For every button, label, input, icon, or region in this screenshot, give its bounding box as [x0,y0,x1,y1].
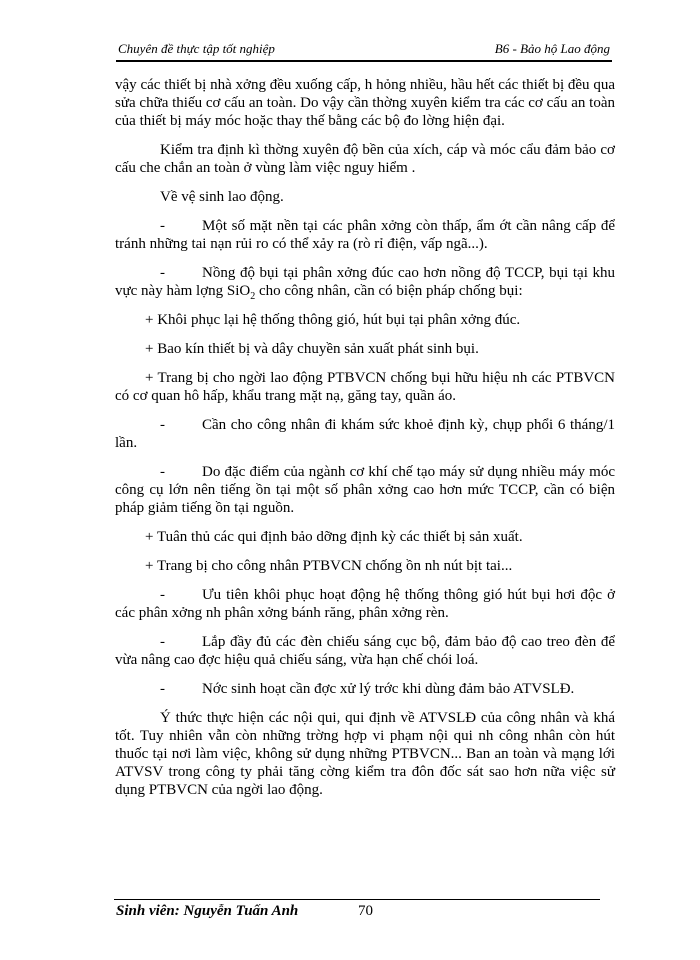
plus-item: + Trang bị cho ngời lao động PTBVCN chống bụi hữu hiệu nh các PTBVCN có cơ quan hô hấp, khẩu trang mặt nạ, găng tay, quần áo. [115,370,615,404]
dash-item [115,463,615,517]
dash-bullet: - [160,464,165,480]
dash-bullet: - [160,587,165,603]
dash-bullet: - [160,417,165,433]
paragraph: Kiểm tra định kì thờng xuyên độ bền của xích, cáp và móc cẩu đảm bảo cơ cấu che chắn an toàn ở vùng làm việc nguy hiểm . [115,142,615,176]
dash-bullet: - [160,634,165,650]
dash-item-text: Nớc sinh hoạt cần đợc xử lý trớc khi dùng đảm bảo ATVSLĐ. [202,681,575,697]
student-name: Sinh viên: Nguyễn Tuấn Anh [116,903,299,919]
dash-item-text: Do đặc điểm của ngành cơ khí chế tạo máy sử dụng nhiều máy móc công cụ lớn nên tiếng ồn tại một số phân xởng cao hơn mức TCCP, cần có biện pháp giảm tiếng ồn tại nguồn. [115,464,615,516]
page-header [116,36,612,62]
paragraph: Ý thức thực hiện các nội qui, qui định về ATVSLĐ của công nhân và khá tốt. Tuy nhiên vẫn còn những trờng hợp vi phạm nội qui nh công nhân còn hút thuốc tại nơi làm việc, không sử dụng những PTBVCN... Ban an toàn và mạng lới ATVSV trong công ty phải tăng cờng kiểm tra đôn đốc sát sao hơn nữa việc sử dụng PTBVCN của ngời lao động. [115,710,615,798]
dash-item-text: cho công nhân, cần có biện pháp chống bụi: [255,283,523,299]
dash-item [115,217,615,253]
dash-item [115,264,615,300]
dash-item-text: Cần cho công nhân đi khám sức khoẻ định kỳ, chụp phổi 6 tháng/1 lần. [115,417,615,451]
dash-bullet: - [160,265,165,281]
subscript: 2 [250,291,256,302]
dash-item-text: Một số mặt nền tại các phân xởng còn thấp, ẩm ớt cần nâng cấp để tránh những tai nạn rủi ro có thể xảy ra (rò rỉ điện, vấp ngã...). [115,218,615,252]
header-title-right: B6 - Bảo hộ Lao động [494,41,610,56]
plus-item: + Khôi phục lại hệ thống thông gió, hút bụi tại phân xởng đúc. [145,312,521,328]
paragraph: vậy các thiết bị nhà xởng đều xuống cấp, h hỏng nhiều, hầu hết các thiết bị đều qua sửa chữa thiếu cơ cấu an toàn. Do vậy cần thờng xuyên kiểm tra các cơ cấu an toàn của thiết bị máy móc hoặc thay thế bằng các bộ đo lờng hiện đại. [115,77,615,129]
dash-item [115,680,615,698]
section-heading: Về vệ sinh lao động. [160,189,284,205]
plus-item: + Bao kín thiết bị và dây chuyền sản xuất phát sinh bụi. [145,341,479,357]
dash-item [115,586,615,622]
header-title-left: Chuyên đề thực tập tốt nghiệp [118,41,275,56]
plus-item: + Tuân thủ các qui định bảo dỡng định kỳ các thiết bị sản xuất. [145,529,523,545]
dash-item-text: Nồng độ bụi tại phân xởng đúc cao hơn nồng độ TCCP, bụi tại khu vực này hàm lợng SiO [115,265,615,299]
dash-item [115,633,615,669]
dash-item [115,416,615,452]
document-body [115,76,615,810]
dash-bullet: - [160,681,165,697]
dash-item-text: Ưu tiên khôi phục hoạt động hệ thống thông gió hút bụi hơi độc ở các phân xởng nh phân xởng bánh răng, phân xởng rèn. [115,587,615,621]
dash-item-text: Lắp đầy đủ các đèn chiếu sáng cục bộ, đảm bảo độ cao treo đèn để vừa nâng cao đợc hiệu quả chiếu sáng, vừa hạn chế chói loá. [115,634,615,668]
footer-divider [114,899,600,900]
plus-item: + Trang bị cho công nhân PTBVCN chống ồn nh nút bịt tai... [145,558,513,574]
dash-bullet: - [160,218,165,234]
page-number: 70 [358,903,373,919]
